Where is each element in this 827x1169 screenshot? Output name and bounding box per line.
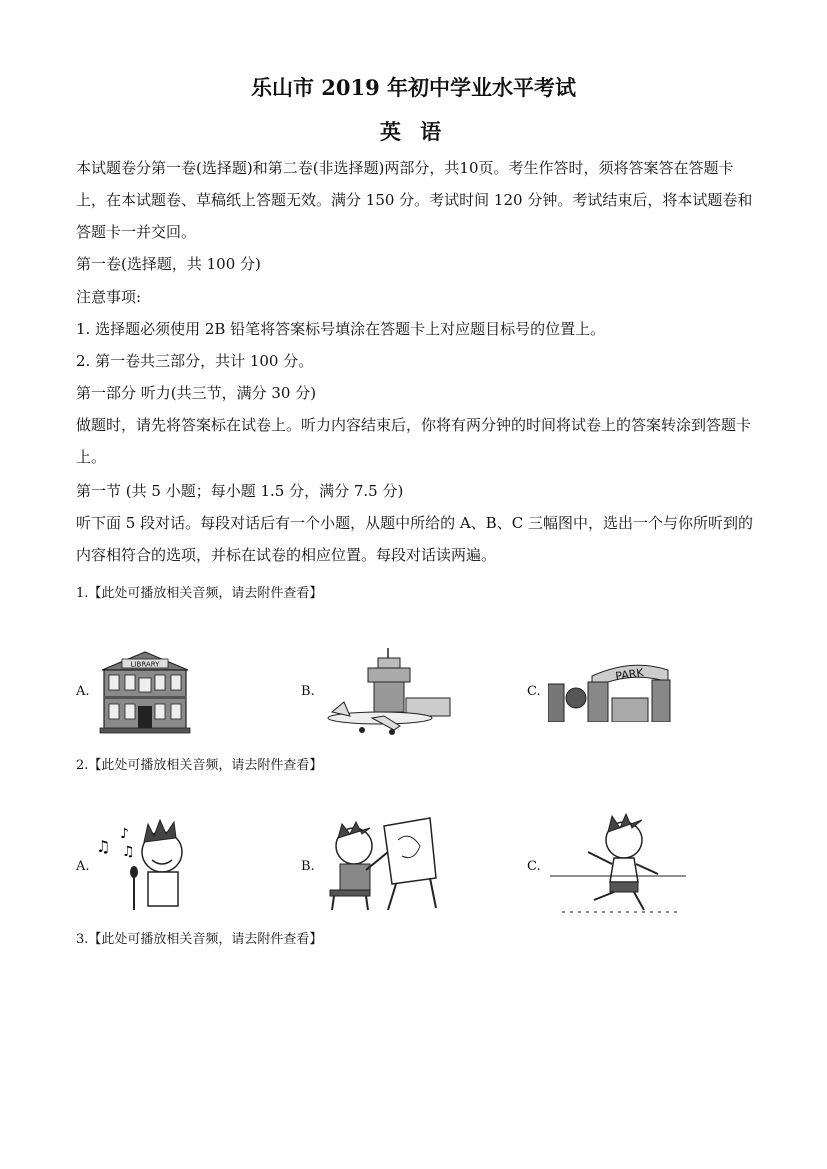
airport-picture [322, 646, 454, 738]
section-description: 听下面 5 段对话。每段对话后有一个小题，从题中所给的 A、B、C 三幅图中，选出一个与你所听到的内容相符合的选项，并标在试卷的相应位置。每段对话读两遍。 [76, 514, 753, 564]
question-3-audio-label: 3.【此处可播放相关音频，请去附件查看】 [76, 932, 323, 947]
note-1: 1. 选择题必须使用 2B 铅笔将答案标号填涂在答题卡上对应题目标号的位置上。 [76, 320, 606, 338]
notes-heading: 注意事项: [76, 288, 142, 306]
part-heading: 第一部分 听力(共三节，满分 30 分) [76, 384, 317, 402]
q2-option-a-label: A. [76, 859, 90, 874]
park-entrance-picture [548, 658, 672, 722]
volume-heading: 第一卷(选择题，共 100 分) [76, 255, 261, 273]
library-building-picture [98, 648, 192, 734]
music-note-icon: ♫ [122, 844, 135, 860]
subject-title: 英 语 [379, 119, 448, 144]
library-sign-text: LIBRARY [130, 660, 160, 669]
music-note-icon: ♫ [96, 837, 111, 856]
intro-paragraph: 本试题卷分第一卷(选择题)和第二卷(非选择题)两部分，共10页。考生作答时，须将答案答在答题卡上，在本试题卷、草稿纸上答题无效。满分 150 分。考试时间 120 分钟。考试结束后，将本试题卷和答题卡一并交回。 [76, 159, 753, 241]
q1-option-c-label: C. [527, 684, 541, 699]
q2-option-b-label: B. [301, 859, 315, 874]
boy-singing-picture [92, 816, 192, 912]
q1-option-b-label: B. [301, 684, 315, 699]
exam-title: 乐山市 2019 年初中学业水平考试 [250, 75, 577, 100]
question-1-audio-label: 1.【此处可播放相关音频，请去附件查看】 [76, 586, 323, 601]
q2-option-c-label: C. [527, 859, 541, 874]
music-note-icon: ♪ [120, 826, 129, 842]
note-2: 2. 第一卷共三部分，共计 100 分。 [76, 352, 314, 370]
q1-option-a-label: A. [76, 684, 90, 699]
section-heading: 第一节 (共 5 小题；每小题 1.5 分，满分 7.5 分) [76, 482, 404, 500]
part-description: 做题时，请先将答案标在试卷上。听力内容结束后，你将有两分钟的时间将试卷上的答案转涂到答题卡上。 [76, 416, 752, 466]
boy-running-picture [548, 812, 688, 920]
park-sign-text: PARK [614, 666, 645, 683]
question-2-audio-label: 2.【此处可播放相关音频，请去附件查看】 [76, 758, 323, 773]
boy-drawing-picture [322, 816, 438, 912]
